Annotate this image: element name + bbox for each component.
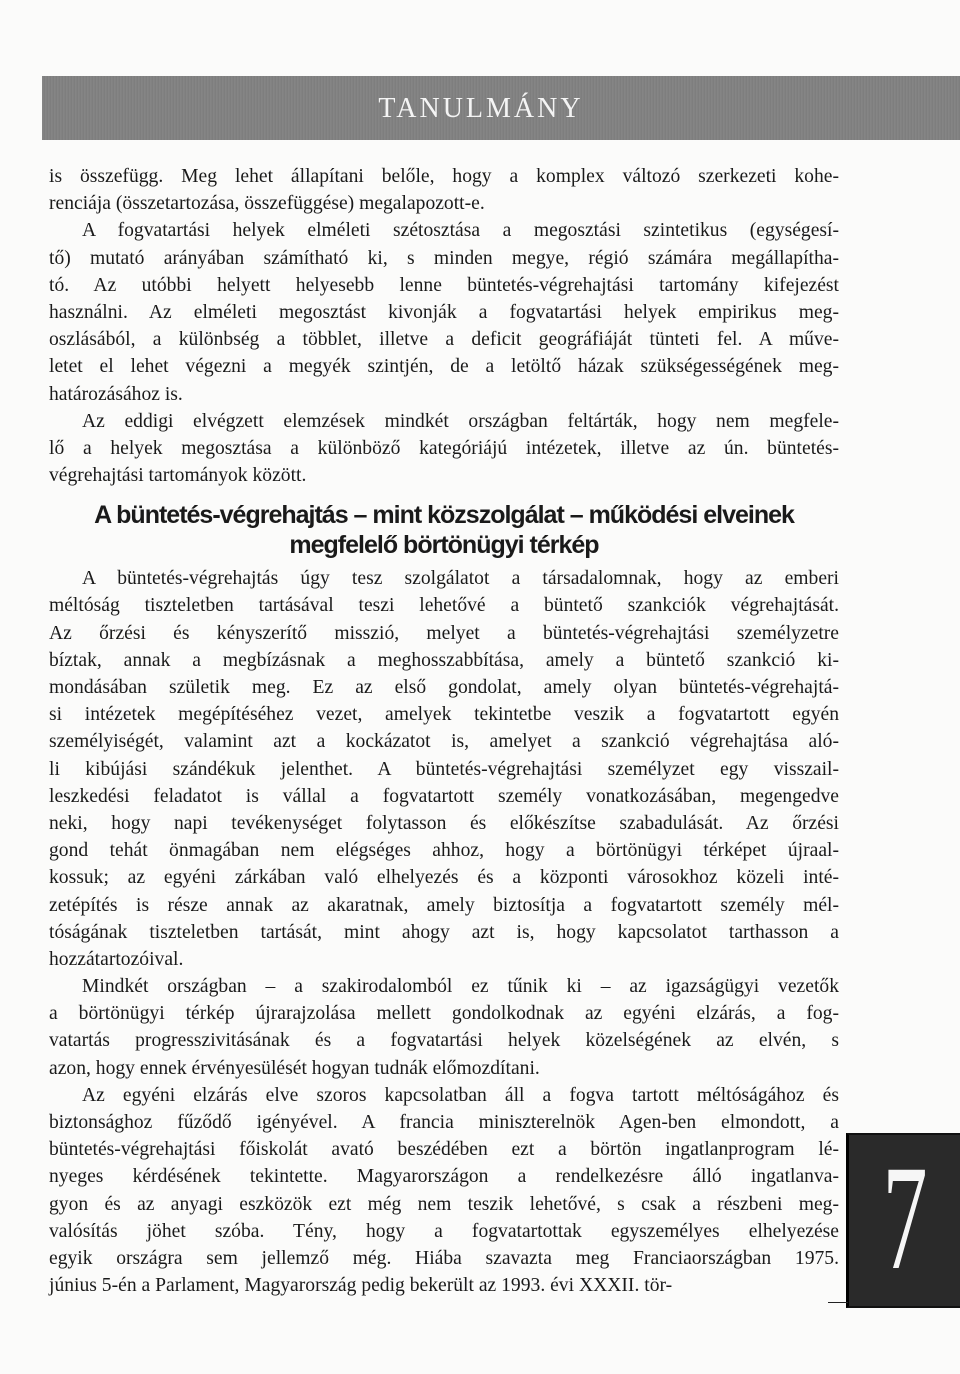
- paragraph: [49, 1082, 839, 1300]
- text-line: azon, hogy ennek érvényesülését hogyan tudnák előmozdítani.: [49, 1057, 540, 1079]
- text-line: neki, hogy napi tevékenységet folytasson és előkészítse szabadulását. Az őrzési: [49, 812, 839, 834]
- paragraph: [49, 408, 839, 490]
- text-line: renciája (összetartozása, összefüggése) megalapozott-e.: [49, 193, 485, 215]
- text-line: leszkedési feladatot is vállal a fogvatartott személy vonatkozásában, megengedve: [49, 785, 839, 807]
- text-line: mondásában születik meg. Ez az első gondolat, amely olyan büntetés-végrehajtá-: [49, 677, 839, 698]
- text-line: vatartás progresszivitásának és a fogvatartási helyek közelségének az elvén, s: [49, 1030, 839, 1052]
- text-line: tő) mutató arányában számítható ki, s minden megye, régió számára megállapítha-: [49, 247, 839, 269]
- text-line: méltóság tiszteletben tartásával teszi lehetővé a büntető szankciók végrehajtását.: [49, 595, 839, 617]
- text-line: bíztak, annak a megbízásnak a meghosszabbítása, amely a büntető szankció ki-: [49, 649, 839, 671]
- section-header-title: TANULMÁNY: [378, 93, 584, 124]
- text-line: zetépítés is része annak az akaratnak, amely biztosítja a fogvatartott személy mél-: [49, 894, 839, 916]
- chapter-number: 7: [882, 1135, 928, 1301]
- text-line: lő a helyek megosztása a különböző kategóriájú intézetek, illetve az ún. büntetés-: [49, 437, 839, 459]
- text-line: si intézetek megépítéséhez vezet, amelyek tekintetbe veszik a fogvatartott egyén: [49, 704, 839, 726]
- section-heading: [49, 500, 839, 560]
- text-line: tó. Az utóbbi helyett helyesebb lenne büntetés-végrehajtási tartomány kifejezést: [49, 274, 839, 296]
- text-line: biztonsághoz fűződő igényével. A francia miniszterelnök Agen-ben elmondott, a: [49, 1112, 839, 1133]
- text-line: használni. Az elméleti megosztást kivonják a fogvatartási helyek empirikus meg-: [49, 301, 839, 323]
- text-line: letet el lehet végezni a megyék szintjén, de a letöltő házak szükségességének meg-: [49, 356, 839, 378]
- header-band: [42, 76, 960, 140]
- text-line: nyeges kérdésének tekintette. Magyarországon a rendelkezésre álló ingatlanva-: [49, 1166, 839, 1188]
- text-line: június 5-én a Parlament, Magyarország pedig bekerült az 1993. évi XXXII. tör-: [49, 1275, 673, 1297]
- text-line: tóságának tiszteletben tartását, mint ahogy azt is, hogy kapcsolatot tarthasson a: [49, 921, 839, 943]
- text-line: Az őrzési és kényszerítő misszió, melyet a büntetés-végrehajtási személyzetre: [49, 622, 839, 644]
- text-line: személyiségét, valamint azt a kockázatot is, amelyet a szankció végrehajtása aló-: [49, 731, 839, 753]
- text-line: Az eddigi elvégzett elemzések mindkét országban feltárták, hogy nem megfele-: [82, 410, 839, 432]
- text-line: li kibújási szándékuk jelenthet. A büntetés-végrehajtási személyzet egy visszail-: [49, 758, 839, 780]
- section-heading-line-2: megfelelő börtönügyi térkép: [289, 531, 599, 560]
- text-line: hozzátartozóival.: [49, 948, 184, 970]
- article-body: [49, 163, 839, 1299]
- text-line: gyon és az anyagi eszközök ezt még nem teszik lehetővé, s csak a részbeni meg-: [49, 1193, 839, 1215]
- paragraph: [49, 163, 839, 217]
- text-line: oszlásából, a különbség a többlet, illetve a deficit geográfiáját tünteti fel. A műve-: [49, 329, 839, 351]
- text-line: kossuk; az egyéni zárkában való elhelyezés és a központi városokhoz közeli inté-: [49, 867, 839, 889]
- text-line: végrehajtási tartományok között.: [49, 465, 307, 487]
- text-line: valósítás jöhet szóba. Tény, hogy a fogvatartottak egyszemélyes elhelyezése: [49, 1220, 839, 1242]
- chapter-marker-box: [846, 1133, 960, 1308]
- text-line: a börtönügyi térkép újrarajzolása mellett gondolkodnak az egyéni elzárás, a fog-: [49, 1003, 839, 1025]
- text-line: A fogvatartási helyek elméleti szétosztása a megosztási szintetikus (egységesí-: [82, 220, 839, 242]
- text-line: határozásához is.: [49, 383, 183, 405]
- text-line: gond tehát önmagában nem elégséges ahhoz, hogy a börtönügyi térképet újraal-: [49, 840, 839, 862]
- text-line: büntetés-végrehajtási főiskolát avató beszédében ezt a börtön ingatlanprogram lé-: [49, 1139, 839, 1161]
- text-line: is összefügg. Meg lehet állapítani belőle, hogy a komplex változó szerkezeti kohe-: [49, 166, 839, 187]
- paragraph: [49, 565, 839, 973]
- text-line: Az egyéni elzárás elve szoros kapcsolatban áll a fogva tartott méltóságához és: [82, 1084, 839, 1106]
- text-line: A büntetés-végrehajtás úgy tesz szolgálatot a társadalomnak, hogy az emberi: [82, 568, 839, 590]
- paragraphs-before: [49, 163, 839, 489]
- chapter-rule: [828, 1302, 848, 1303]
- paragraph: [49, 217, 839, 407]
- section-heading-line-1: A büntetés-végrehajtás – mint közszolgálat – működési elveinek: [94, 501, 794, 530]
- paragraph: [49, 973, 839, 1082]
- text-line: egyik országra sem jellemző még. Hiába szavazta meg Franciaországban 1975.: [49, 1247, 839, 1269]
- paragraphs-after: [49, 565, 839, 1299]
- text-line: Mindkét országban – a szakirodalomból ez tűnik ki – az igazságügyi vezetők: [82, 976, 839, 998]
